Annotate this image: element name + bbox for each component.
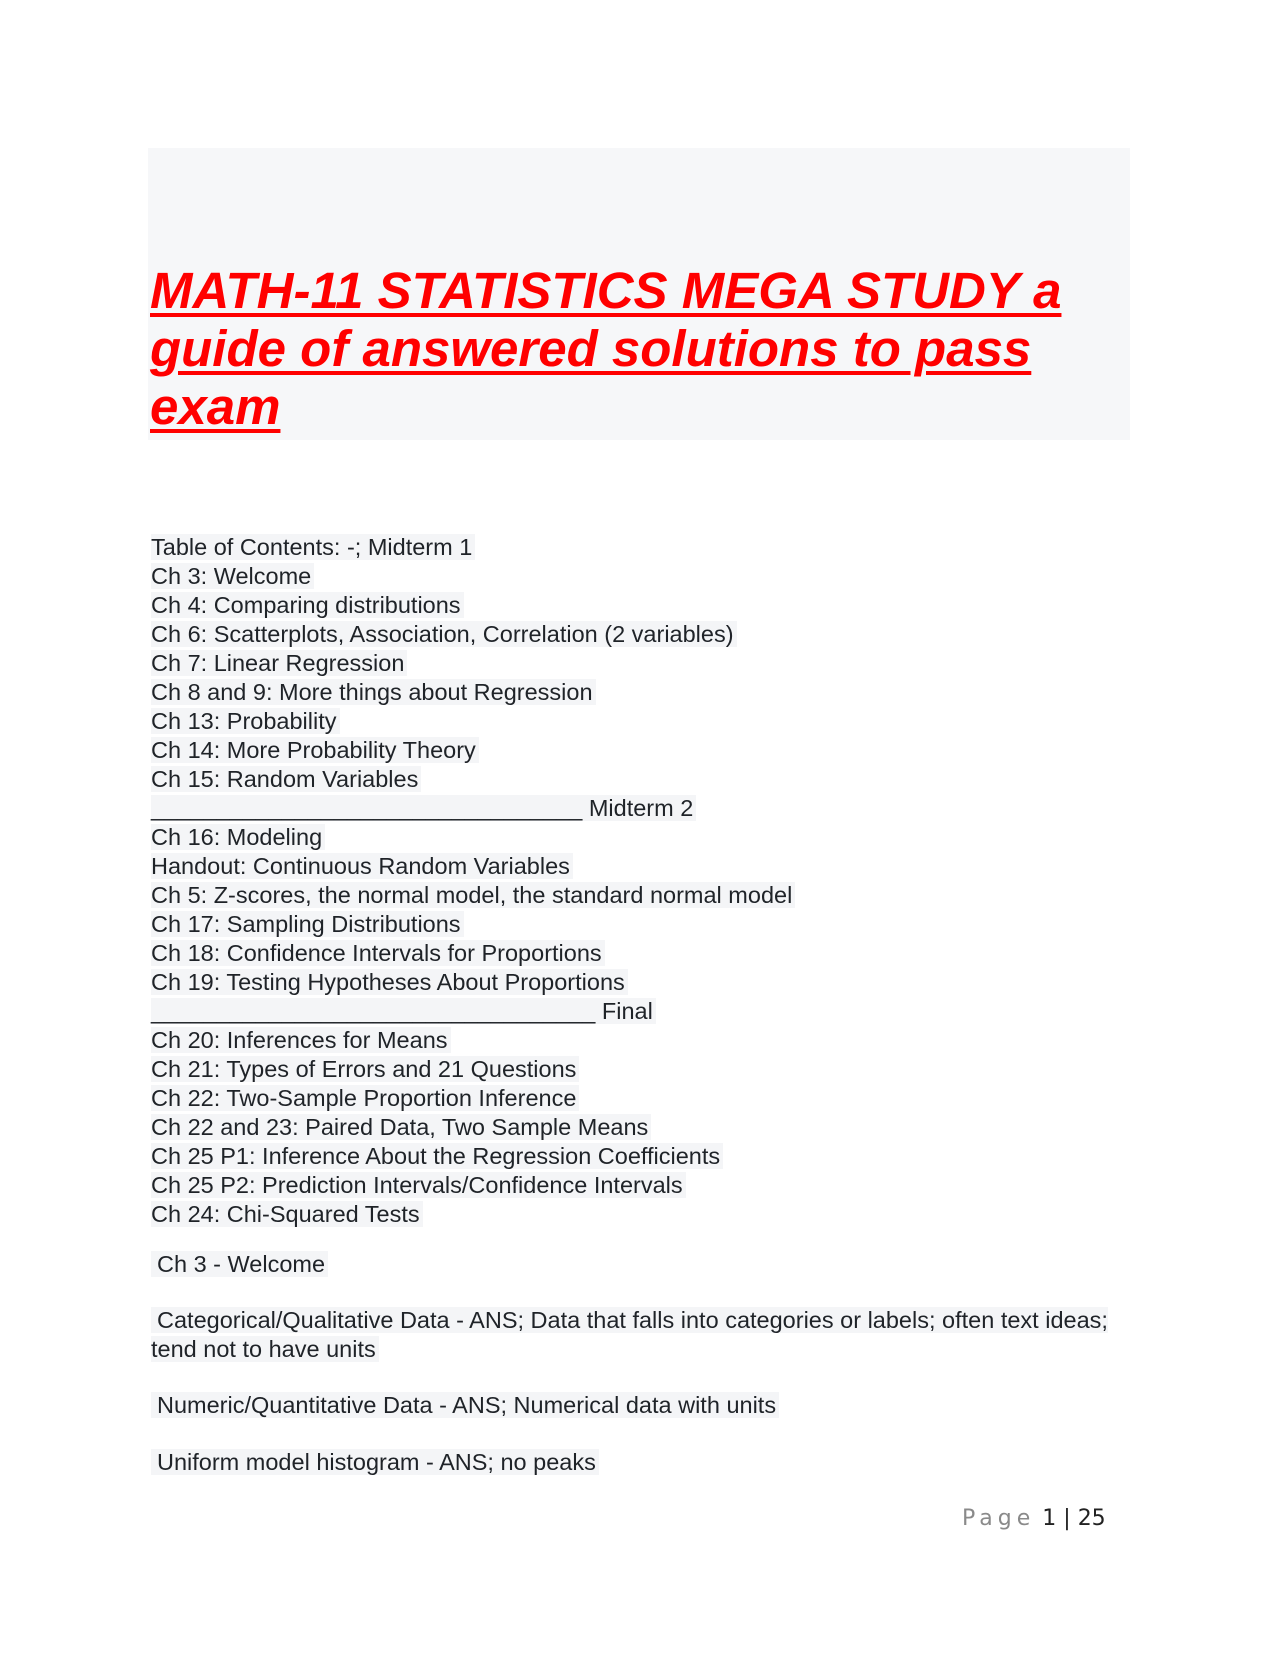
toc-line: Ch 6: Scatterplots, Association, Correlation (2 variables) xyxy=(151,620,795,649)
page-label: Page xyxy=(962,1506,1036,1531)
toc-line: Ch 13: Probability xyxy=(151,707,795,736)
toc-line: Ch 25 P1: Inference About the Regression Coefficients xyxy=(151,1142,795,1171)
page-footer xyxy=(962,1506,1106,1531)
toc-line: Ch 16: Modeling xyxy=(151,823,795,852)
toc-divider-midterm-2: _________________________________ Midterm 2 xyxy=(151,794,795,823)
section-heading: Ch 3 - Welcome xyxy=(151,1250,1131,1279)
toc-line: Handout: Continuous Random Variables xyxy=(151,852,795,881)
qa-item: Uniform model histogram - ANS; no peaks xyxy=(151,1448,1131,1477)
document-title: MATH-11 STATISTICS MEGA STUDY a guide of answered solutions to pass exam xyxy=(150,262,1062,435)
toc-line: Ch 7: Linear Regression xyxy=(151,649,795,678)
toc-line: Ch 22: Two-Sample Proportion Inference xyxy=(151,1084,795,1113)
toc-line: Ch 5: Z-scores, the normal model, the standard normal model xyxy=(151,881,795,910)
toc-line: Ch 22 and 23: Paired Data, Two Sample Means xyxy=(151,1113,795,1142)
toc-line: Ch 4: Comparing distributions xyxy=(151,591,795,620)
total-pages: 25 xyxy=(1077,1506,1106,1531)
toc-divider-final: __________________________________ Final xyxy=(151,997,795,1026)
toc-line: Ch 15: Random Variables xyxy=(151,765,795,794)
toc-line: Ch 20: Inferences for Means xyxy=(151,1026,795,1055)
toc-line: Ch 8 and 9: More things about Regression xyxy=(151,678,795,707)
table-of-contents xyxy=(151,533,795,1229)
toc-line: Ch 19: Testing Hypotheses About Proportions xyxy=(151,968,795,997)
page-separator: | xyxy=(1063,1506,1071,1531)
toc-line: Ch 24: Chi-Squared Tests xyxy=(151,1200,795,1229)
page-number: 1 xyxy=(1042,1506,1057,1531)
qa-item: Numeric/Quantitative Data - ANS; Numerical data with units xyxy=(151,1391,1131,1420)
toc-line: Ch 3: Welcome xyxy=(151,562,795,591)
toc-line: Ch 18: Confidence Intervals for Proportions xyxy=(151,939,795,968)
toc-line: Ch 25 P2: Prediction Intervals/Confidence Intervals xyxy=(151,1171,795,1200)
toc-line: Ch 14: More Probability Theory xyxy=(151,736,795,765)
toc-line: Ch 21: Types of Errors and 21 Questions xyxy=(151,1055,795,1084)
qa-item: Categorical/Qualitative Data - ANS; Data that falls into categories or labels; often text ideas; tend not to have units xyxy=(151,1307,1108,1362)
toc-line: Ch 17: Sampling Distributions xyxy=(151,910,795,939)
toc-line: Table of Contents: -; Midterm 1 xyxy=(151,533,795,562)
